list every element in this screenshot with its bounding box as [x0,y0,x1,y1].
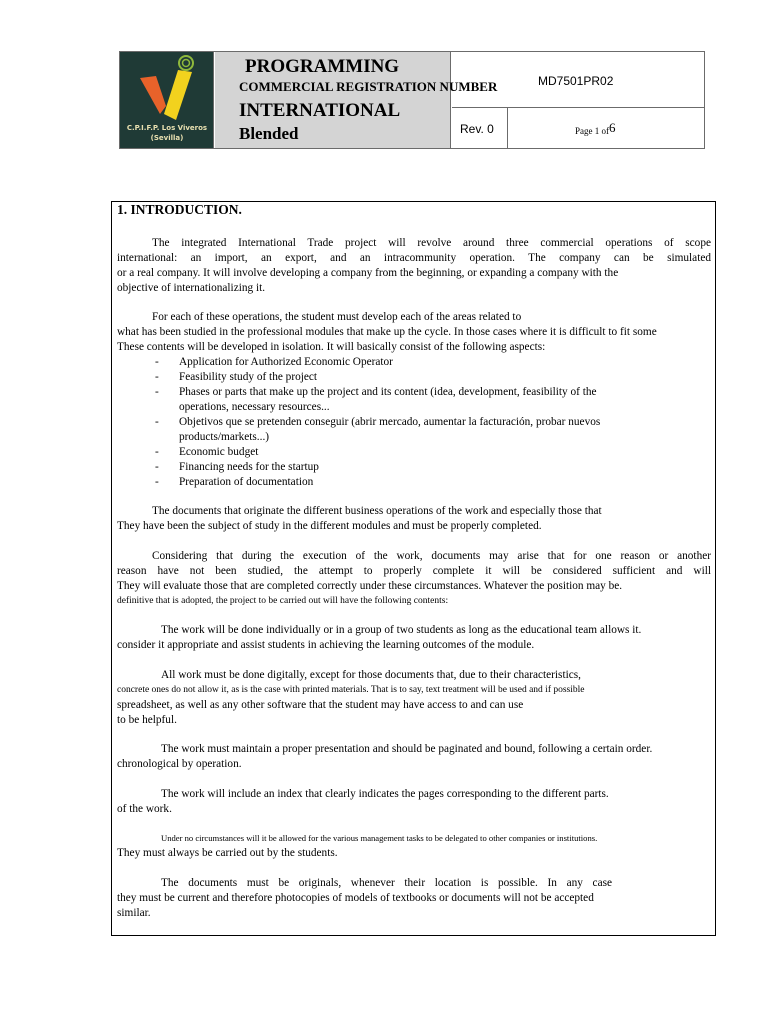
paragraph-line: The documents must be originals, whenever their location is possible. In any case [161,877,612,889]
page-total: 6 [609,120,616,135]
list-item-text: Objetivos que se pretenden conseguir (abrir mercado, aumentar la facturación, probar nuevos [179,416,601,428]
page-indicator [575,122,616,138]
paragraph-line: to be helpful. [117,714,177,726]
list-bullet: - [155,476,159,488]
paragraph-line: The work will be done individually or in a group of two students as long as the educational team allows it. [161,624,642,636]
logo-v-mark-icon [136,54,198,124]
section-heading: 1. INTRODUCTION. [117,202,242,217]
list-item-text: operations, necessary resources... [179,401,330,413]
paragraph-line: objective of internationalizing it. [117,282,266,294]
paragraph-line: international: an import, an export, and an intracommunity operation. The company can be simulated [117,252,711,264]
list-item-text: Financing needs for the startup [179,461,319,473]
list-item-text: products/markets...) [179,431,270,443]
paragraph-line: definitive that is adopted, the project to be carried out will have the following contents: [117,596,449,606]
title-blended: Blended [239,124,299,143]
list-item-text: Feasibility study of the project [179,371,318,383]
paragraph-line: reason have not been studied, the attempt to properly complete it will be considered sufficient and will [117,565,711,577]
paragraph-line: Considering that during the execution of the work, documents may arise that for one reason or another [152,550,711,562]
logo-caption-city: (Sevilla) [150,134,184,142]
list-bullet: - [155,461,159,473]
document-header [119,51,705,149]
page-label: Page 1 of [575,126,609,136]
list-item-text: Phases or parts that make up the project and its content (idea, development, feasibility of the [179,386,597,398]
title-programming: PROGRAMMING [245,56,400,77]
paragraph-line: similar. [117,907,151,919]
revision-cell [452,108,508,148]
paragraph-line: chronological by operation. [117,758,242,770]
title-international: INTERNATIONAL [239,100,401,121]
paragraph-line: All work must be done digitally, except for those documents that, due to their characteristics, [161,669,581,681]
introduction-section [111,201,716,936]
list-item-text: Application for Authorized Economic Operator [179,356,393,368]
paragraph-line: They must always be carried out by the students. [117,847,338,859]
list-bullet: - [155,371,159,383]
paragraph-line: The work must maintain a proper presentation and should be paginated and bound, following a certain order. [161,743,653,755]
title-commercial-registration: COMMERCIAL REGISTRATION NUMBER [239,79,498,94]
list-item-text: Economic budget [179,446,259,458]
list-bullet: - [155,356,159,368]
paragraph-line: They have been the subject of study in the different modules and must be properly completed. [117,520,542,532]
paragraph-line: The integrated International Trade project will revolve around three commercial operations of scope [152,237,711,249]
paragraph-line: These contents will be developed in isolation. It will basically consist of the following aspects: [117,341,546,353]
paragraph-line: For each of these operations, the student must develop each of the areas related to [152,311,522,323]
paragraph-line: They will evaluate those that are completed correctly under these circumstances. Whatever the position may be. [117,580,623,592]
school-logo [120,52,214,148]
paragraph-line: of the work. [117,803,172,815]
paragraph-line: or a real company. It will involve developing a company from the beginning, or expanding a company with the [117,267,619,279]
paragraph-line: concrete ones do not allow it, as is the case with printed materials. That is to say, text treatment will be used and if possible [117,685,585,695]
logo-caption-name: C.P.I.F.P. Los Viveros [126,124,208,132]
document-code-cell [452,52,704,108]
list-bullet: - [155,386,159,398]
paragraph-line: they must be current and therefore photocopies of models of textbooks or documents will not be accepted [117,892,594,904]
paragraph-line: The work will include an index that clearly indicates the pages corresponding to the different parts. [161,788,609,800]
list-item-text: Preparation of documentation [179,476,314,488]
list-bullet: - [155,416,159,428]
paragraph-line: The documents that originate the different business operations of the work and especially those that [152,505,602,517]
list-bullet: - [155,446,159,458]
paragraph-line: Under no circumstances will it be allowed for the various management tasks to be delegated to other companies or institutions. [161,833,598,843]
document-code: MD7501PR02 [538,74,614,88]
paragraph-line: spreadsheet, as well as any other software that the student may have access to and can use [117,699,524,711]
revision-number: Rev. 0 [460,122,494,136]
paragraph-line: what has been studied in the professional modules that make up the cycle. In those cases where it is difficult to fit some [117,326,657,338]
paragraph-line: consider it appropriate and assist students in achieving the learning outcomes of the module. [117,639,535,651]
page-number-cell [509,108,704,148]
